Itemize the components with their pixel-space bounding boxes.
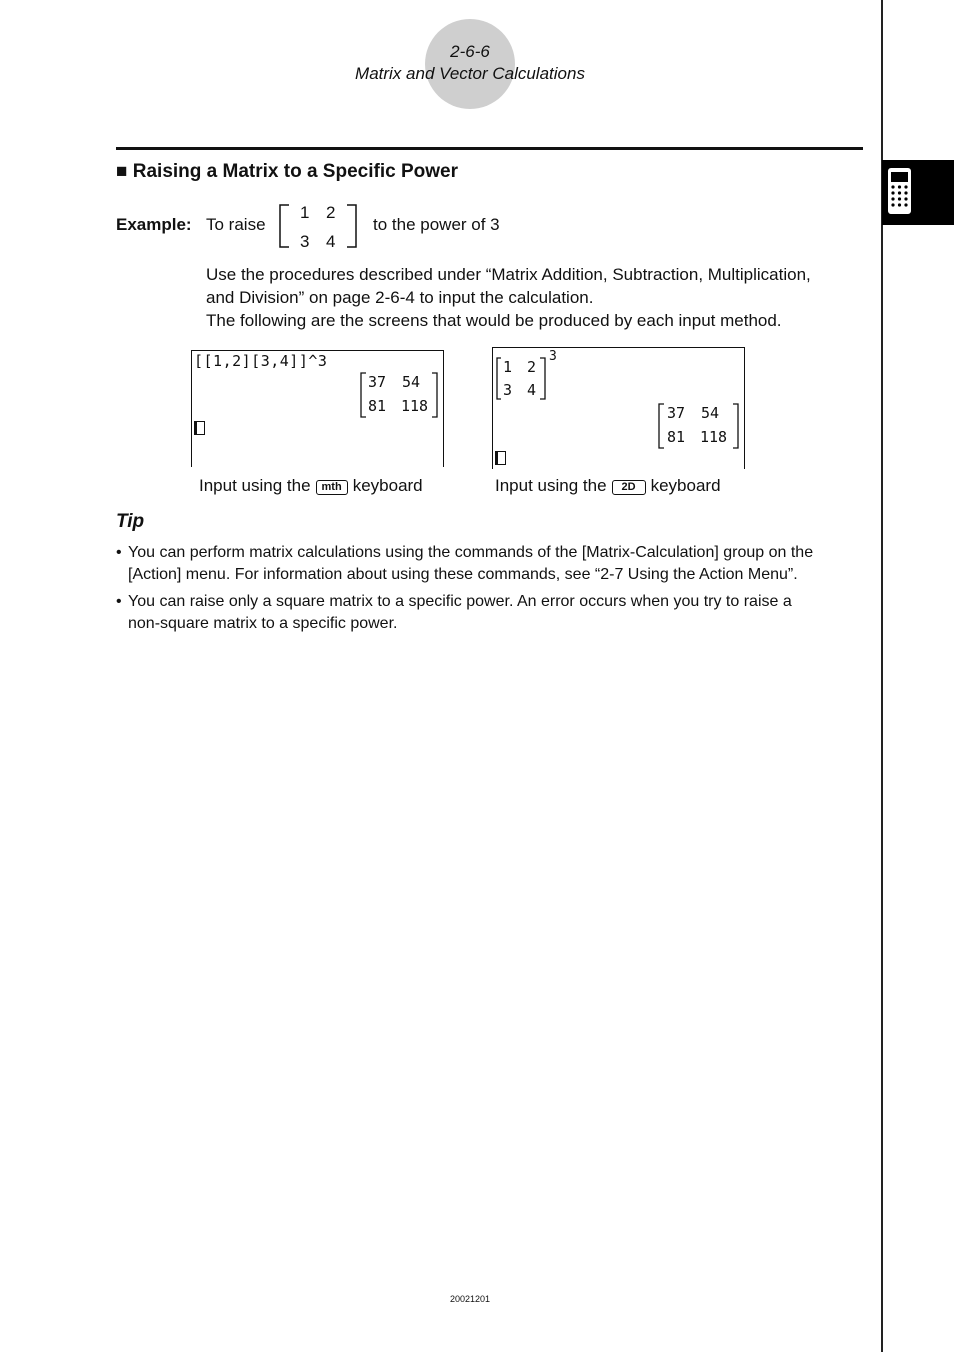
tip-bullet: [116, 591, 866, 635]
2d-key: 2D: [612, 480, 646, 495]
mth-caption-pre: Input using the: [199, 476, 311, 495]
bullet-dot: •: [116, 593, 122, 610]
mth-screen: [191, 350, 444, 467]
paragraph-line: The following are the screens that would be produced by each input method.: [206, 311, 782, 330]
section-marker: ■: [116, 161, 128, 182]
example-matrix-cell: 4: [326, 232, 336, 251]
tip-bullet-line: You can perform matrix calculations using the commands of the [Matrix-Calculation] group on the: [128, 544, 814, 561]
2d-result-cell: 54: [701, 404, 720, 422]
example-label: Example:: [116, 215, 192, 234]
footer-code: 20021201: [449, 1294, 491, 1304]
mth-result-cell: 54: [402, 373, 421, 391]
2d-screen: [492, 347, 745, 469]
2d-caption: [495, 476, 721, 496]
2d-caption-post: keyboard: [650, 476, 721, 495]
example-suffix: to the power of 3: [373, 215, 500, 234]
page-number: 2-6-6: [450, 42, 490, 61]
mth-result-cell: 118: [401, 397, 429, 415]
chapter-tab: [882, 160, 954, 225]
mth-caption-post: keyboard: [352, 476, 423, 495]
mth-result-cell: 81: [368, 397, 387, 415]
section-rule: [116, 147, 863, 150]
paragraph-line: and Division” on page 2-6-4 to input the calculation.: [206, 288, 594, 307]
example-matrix-brackets: [276, 202, 362, 250]
example-matrix-cell: 2: [326, 203, 336, 222]
2d-result-cell: 81: [667, 428, 686, 446]
2d-caption-pre: Input using the: [495, 476, 607, 495]
2d-input-cell: 4: [527, 381, 537, 399]
paragraph-line: Use the procedures described under “Matrix Addition, Subtraction, Multiplication,: [206, 265, 811, 284]
2d-result-cell: 37: [667, 404, 686, 422]
tip-bullet: [116, 542, 866, 586]
tip-bullet-line: [Action] menu. For information about using these commands, see “2-7 Using the Action Menu”.: [128, 566, 798, 583]
tip-bullet-line: You can raise only a square matrix to a specific power. An error occurs when you try to raise a: [128, 593, 792, 610]
example-matrix-cell: 1: [300, 203, 310, 222]
section-title: [116, 161, 458, 183]
mth-result-cell: 37: [368, 373, 387, 391]
calculator-icon: [882, 160, 954, 225]
example-prefix: To raise: [206, 215, 266, 234]
2d-input-cell: 3: [503, 381, 513, 399]
2d-exponent: 3: [549, 349, 557, 364]
mth-key: mth: [316, 480, 348, 495]
section-title-text: Raising a Matrix to a Specific Power: [132, 161, 458, 182]
mth-input-expression: [[1,2][3,4]]^3: [194, 352, 328, 370]
bullet-dot: •: [116, 544, 122, 561]
mth-cursor: [194, 421, 205, 435]
2d-cursor: [495, 451, 506, 465]
example-matrix-cell: 3: [300, 232, 310, 251]
tip-bullet-line: non-square matrix to a specific power.: [128, 615, 398, 632]
chapter-title: Matrix and Vector Calculations: [355, 64, 585, 83]
2d-input-cell: 1: [503, 358, 513, 376]
2d-result-cell: 118: [700, 428, 728, 446]
tip-title: Tip: [116, 511, 145, 532]
mth-caption: [199, 476, 423, 496]
2d-input-cell: 2: [527, 358, 537, 376]
